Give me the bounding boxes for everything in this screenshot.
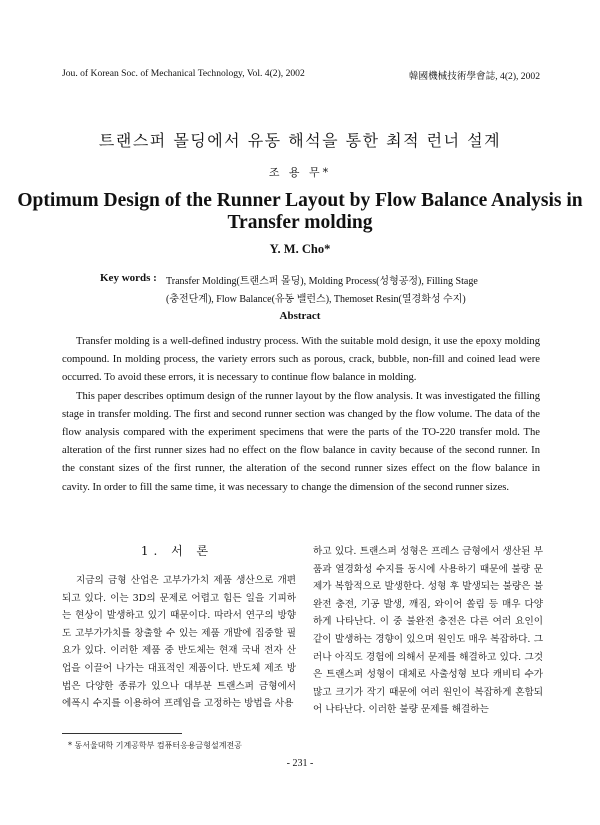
korean-author: 조 용 무* xyxy=(268,166,332,179)
journal-header-en: Jou. of Korean Soc. of Mechanical Technology, Vol. 4(2), 2002 xyxy=(62,68,305,79)
abstract-paragraph-2: This paper describes optimum design of the runner layout by the flow analysis. It was investigated the filling stage in transfer molding. The first and second runner section was changed by the flow volume. The data of the flow analysis compared with the experiment specimens that were the parts of the TO-220 transfer mold. The alteration of the first runner sizes had no effect on the flow balance in cavity because of the second runner. In the constant sizes of the first runner, the alteration of the second runner sizes effect on the flow balance in cavity. In order to fill the same time, it was necessary to change the dimension of the second runner sizes. xyxy=(62,390,540,493)
english-title: Optimum Design of the Runner Layout by Flow Balance Analysis in Transfer molding xyxy=(17,190,583,233)
footnote-divider xyxy=(62,733,182,734)
abstract-heading: Abstract xyxy=(279,310,321,322)
keywords-line-1: Transfer Molding(트랜스퍼 몰딩), Molding Process(성형공정), Filling Stage xyxy=(166,276,478,287)
body-column-right xyxy=(313,543,543,719)
page-number: - 231 - xyxy=(286,758,314,769)
abstract-paragraph-1: Transfer molding is a well-defined industry process. With the suitable mold design, it use the epoxy molding compound. In molding process, the variety errors such as porous, crack, bubble, non-fill and coined lead were occurred. To avoid these errors, it is necessary to continue flow balance in molding. xyxy=(62,336,540,384)
korean-title: 트랜스퍼 몰딩에서 유동 해석을 통한 최적 런너 설계 xyxy=(98,131,502,150)
keywords-label: Key words : xyxy=(100,272,157,284)
body-column-left xyxy=(62,572,296,713)
journal-header-kr: 韓國機械技術學會誌, 4(2), 2002 xyxy=(408,71,540,82)
keywords-line-2: (충전단계), Flow Balance(유동 밸런스), Themoset Resin(열경화성 수지) xyxy=(166,294,466,305)
intro-paragraph-right: 하고 있다. 트랜스퍼 성형은 프레스 금형에서 생산된 부품과 열경화성 수지를 동시에 사용하기 때문에 불량 문제가 복합적으로 발생한다. 성형 후 발생되는 불량은 불완전 충전, 기공 발생, 깨짐, 와이어 쏠림 등 매우 다양하게 나타난다. 이 중 불완전 충전은 다른 여러 요인이 같이 발생하는 경향이 있으며 원인도 매우 복잡하다. 그러나 아직도 경험에 의해서 문제를 해결하고 있다. 그것은 트랜스퍼 성형이 대체로 사출성형 보다 캐비티 수가 많고 크기가 작기 때문에 여러 원인이 복잡하게 혼합되어 나타난다. 이러한 불량 문제를 해결하는 xyxy=(313,546,543,716)
english-author: Y. M. Cho* xyxy=(269,242,331,256)
abstract-body xyxy=(62,333,540,497)
section-heading-introduction: 1. 서 론 xyxy=(140,544,214,558)
intro-paragraph-left: 지금의 금형 산업은 고부가가치 제품 생산으로 개편되고 있다. 이는 3D의 문제로 어렵고 힘든 일을 기피하는 현상이 발생하고 있기 때문이다. 따라서 연구의 방향도 고부가가치를 창출할 수 있는 제품 개발에 집중할 필요가 있다. 이러한 제품 중 반도체는 현재 국내 전자 산업을 이끌어 나가는 대표적인 제품이다. 반도체 제조 방법은 다양한 종류가 있으나 대부분 트랜스퍼 금형에서 에폭시 수지를 이용하여 프레임을 고정하는 방법을 사용 xyxy=(62,575,296,710)
author-affiliation-footnote: * 동서울대학 기계공학부 컴퓨터응용금형설계전공 xyxy=(68,741,242,750)
